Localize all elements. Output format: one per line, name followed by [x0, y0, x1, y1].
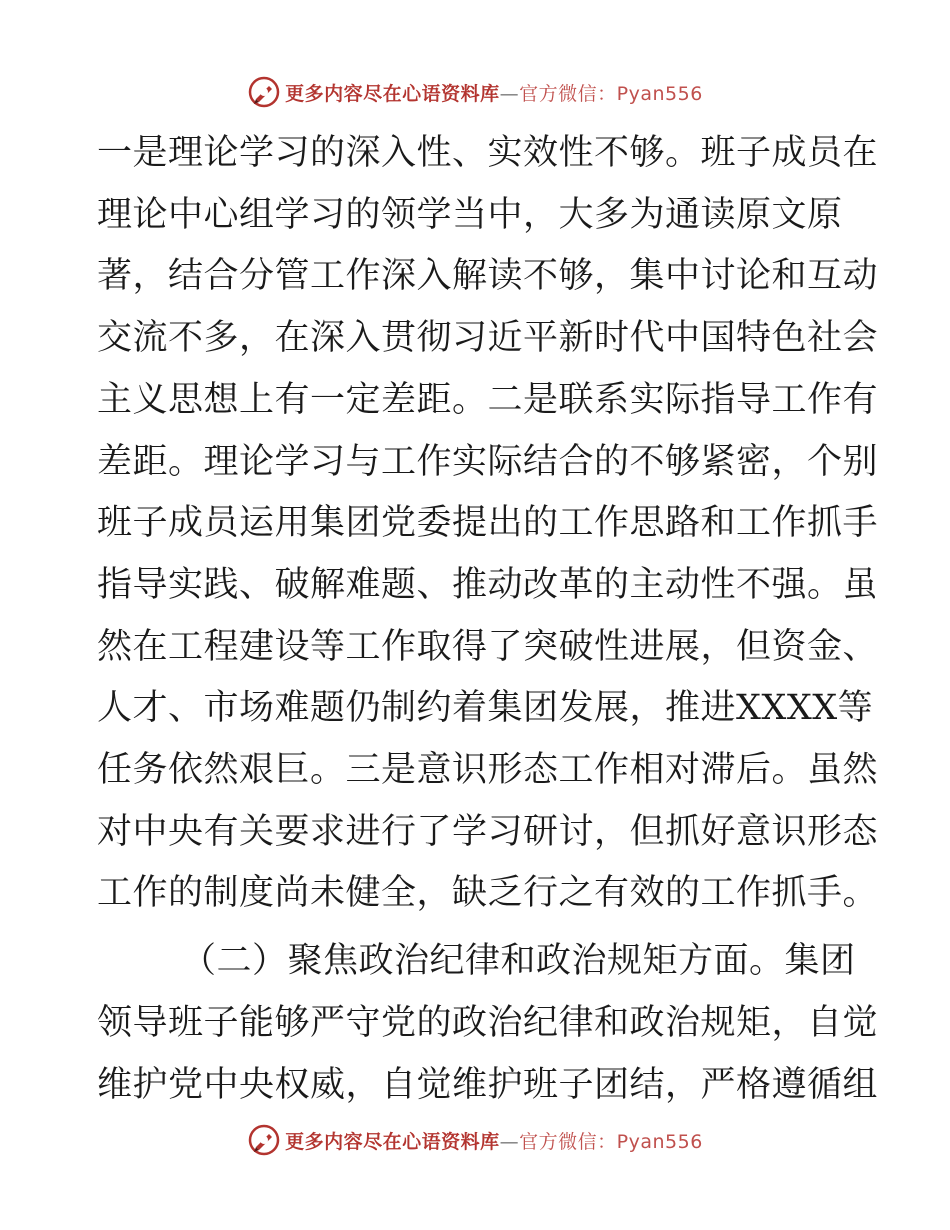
document-body — [97, 123, 879, 1116]
header-banner — [0, 72, 950, 112]
banner-separator: — — [499, 82, 520, 105]
text-line: 人才、市场难题仍制约着集团发展，推进XXXX等 — [97, 688, 874, 729]
text-line: 工作的制度尚未健全，缺乏行之有效的工作抓手。 — [97, 873, 879, 914]
banner-separator: — — [499, 1130, 520, 1153]
banner-contact: 官方微信：Pyan556 — [519, 82, 703, 105]
pen-logo-icon — [247, 1123, 281, 1157]
text-line: 领导班子能够严守党的政治纪律和政治规矩，自觉 — [97, 1002, 879, 1043]
text-line: 著，结合分管工作深入解读不够，集中讨论和互动 — [97, 256, 879, 297]
text-line: 理论中心组学习的领学当中，大多为通读原文原 — [97, 194, 843, 235]
text-line: 任务依然艰巨。三是意识形态工作相对滞后。虽然 — [97, 750, 879, 791]
text-line: 交流不多，在深入贯彻习近平新时代中国特色社会 — [97, 318, 879, 359]
text-line: 班子成员运用集团党委提出的工作思路和工作抓手 — [97, 503, 879, 544]
pen-logo-icon — [247, 75, 281, 109]
text-line: （二）聚焦政治纪律和政治规矩方面。集团 — [181, 941, 856, 982]
paragraph-1 — [97, 123, 879, 925]
footer-banner — [0, 1120, 950, 1160]
text-line: 主义思想上有一定差距。二是联系实际指导工作有 — [97, 379, 879, 420]
paragraph-2 — [97, 931, 879, 1116]
text-line: 一是理论学习的深入性、实效性不够。班子成员在 — [97, 133, 879, 173]
banner-title: 更多内容尽在心语资料库 — [285, 1130, 500, 1153]
text-line: 差距。理论学习与工作实际结合的不够紧密，个别 — [97, 441, 879, 482]
banner-contact: 官方微信：Pyan556 — [519, 1130, 703, 1153]
text-line: 然在工程建设等工作取得了突破性进展，但资金、 — [97, 626, 879, 667]
text-line: 维护党中央权威，自觉维护班子团结，严格遵循组 — [97, 1064, 879, 1105]
banner-title: 更多内容尽在心语资料库 — [285, 82, 500, 105]
text-line: 指导实践、破解难题、推动改革的主动性不强。虽 — [97, 564, 879, 605]
text-line: 对中央有关要求进行了学习研讨，但抓好意识形态 — [97, 811, 879, 852]
